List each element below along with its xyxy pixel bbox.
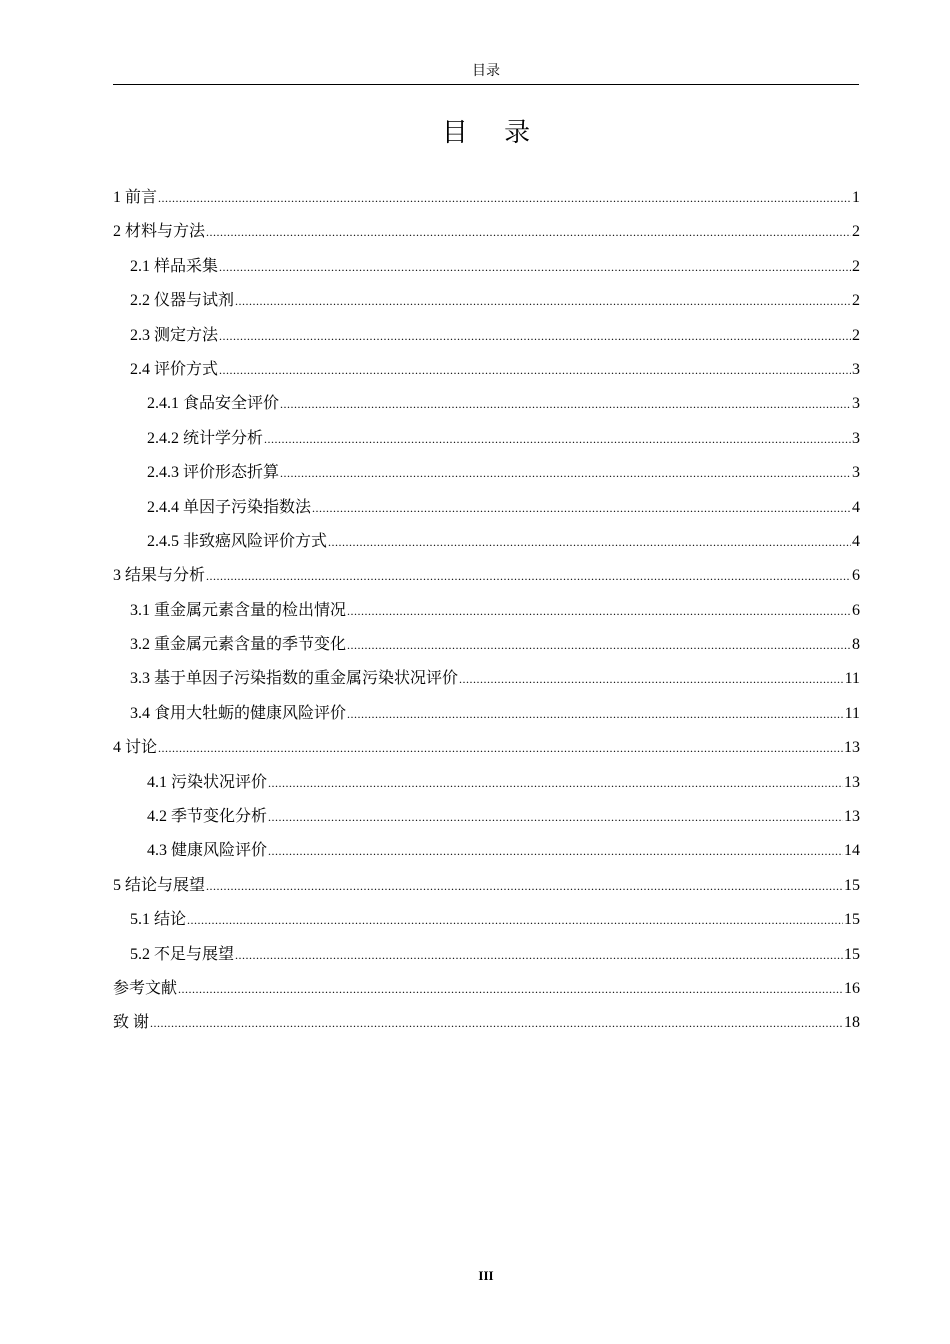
toc-entry-label: 3 结果与分析 [113,567,206,585]
toc-entry[interactable] [113,800,860,834]
toc-entry-page: 15 [844,911,860,929]
toc-entry-page: 6 [852,601,860,619]
toc-title: 目 录 [441,118,545,148]
toc-leader-dots [264,422,851,456]
toc-entry-label: 3.4 食用大牡蛎的健康风险评价 [130,704,347,722]
toc-entry[interactable] [113,353,860,387]
toc-entry[interactable] [113,594,860,628]
toc-leader-dots [219,353,851,387]
toc-entry-label: 3.1 重金属元素含量的检出情况 [130,601,347,619]
toc-entry-page: 13 [844,739,860,757]
toc-entry-label: 2.4.2 统计学分析 [147,429,264,447]
toc-leader-dots [328,525,851,559]
toc-leader-dots [459,662,844,696]
toc-leader-dots [268,834,843,868]
toc-leader-dots [158,181,851,215]
toc-entry-page: 15 [844,876,860,894]
toc-leader-dots [347,628,851,662]
toc-leader-dots [206,215,851,249]
toc-entry-page: 13 [844,773,860,791]
toc-entry-page: 3 [852,429,860,447]
toc-entry-label: 3.3 基于单因子污染指数的重金属污染状况评价 [130,670,459,688]
toc-leader-dots [150,1006,843,1040]
toc-entry-page: 15 [844,945,860,963]
toc-leader-dots [206,869,843,903]
toc-entry[interactable] [113,628,860,662]
toc-entry-label: 4 讨论 [113,739,158,757]
toc-entry-page: 2 [852,223,860,241]
toc-entry[interactable] [113,972,860,1006]
toc-entry-page: 2 [852,326,860,344]
toc-entry[interactable] [113,422,860,456]
toc-entry-page: 1 [852,189,860,206]
toc-entry-page: 4 [852,532,860,550]
toc-entry-label: 致 谢 [113,1014,150,1032]
toc-entry-label: 2.1 样品采集 [130,257,219,275]
toc-entry-label: 2.4.5 非致癌风险评价方式 [147,532,328,550]
toc-entry-label: 4.2 季节变化分析 [147,808,268,826]
toc-entry-label: 1 前言 [113,189,158,206]
toc-entry[interactable] [113,662,860,696]
toc-entry-label: 3.2 重金属元素含量的季节变化 [130,636,347,654]
toc-entry[interactable] [113,181,860,215]
toc-entry[interactable] [113,869,860,903]
toc-entry[interactable] [113,766,860,800]
toc-entry-label: 4.3 健康风险评价 [147,842,268,860]
toc-entry-label: 2.4.1 食品安全评价 [147,395,280,413]
toc-leader-dots [178,972,843,1006]
toc-leader-dots [219,250,851,284]
toc-entry-page: 2 [852,257,860,275]
toc-entry-label: 参考文献 [113,979,178,997]
toc-entry[interactable] [113,834,860,868]
toc-leader-dots [158,731,843,765]
toc-entry-page: 11 [844,670,860,688]
toc-leader-dots [235,284,851,318]
toc-entry-label: 2.4.4 单因子污染指数法 [147,498,312,516]
toc-entry-label: 2 材料与方法 [113,223,206,241]
toc-entry-page: 3 [852,360,860,378]
toc-entry[interactable] [113,387,860,421]
toc-entry[interactable] [113,559,860,593]
toc-entry-label: 5.1 结论 [130,911,187,929]
toc-entry-page: 3 [852,395,860,413]
toc-entry[interactable] [113,215,860,249]
toc-leader-dots [219,319,851,353]
toc-leader-dots [312,491,851,525]
toc-entry[interactable] [113,697,860,731]
toc-leader-dots [347,697,844,731]
toc-entry[interactable] [113,284,860,318]
toc-entry[interactable] [113,319,860,353]
toc-entry-label: 2.3 测定方法 [130,326,219,344]
toc-leader-dots [268,800,843,834]
toc-entry-page: 18 [844,1014,860,1032]
toc-entry-page: 13 [844,808,860,826]
toc-leader-dots [235,938,843,972]
toc-entry[interactable] [113,731,860,765]
toc-entry-label: 5 结论与展望 [113,876,206,894]
toc-entry[interactable] [113,903,860,937]
toc-entry-label: 2.2 仪器与试剂 [130,292,235,310]
toc-leader-dots [268,766,843,800]
page-number: III [478,1268,494,1283]
toc-entry[interactable] [113,491,860,525]
toc-entry-page: 4 [852,498,860,516]
toc-entry-page: 11 [844,704,860,722]
toc-entry-label: 4.1 污染状况评价 [147,773,268,791]
toc-entry-label: 2.4 评价方式 [130,360,219,378]
toc-entry-page: 6 [852,567,860,585]
toc-entry-page: 2 [852,292,860,310]
toc-leader-dots [280,456,851,490]
toc-entry-page: 14 [844,842,860,860]
toc-entry[interactable] [113,525,860,559]
toc-leader-dots [206,559,851,593]
toc-entry[interactable] [113,250,860,284]
toc-entry-page: 8 [852,636,860,654]
toc-entry-page: 3 [852,464,860,482]
header-rule [113,84,859,85]
toc-entry-label: 2.4.3 评价形态折算 [147,464,280,482]
toc-entry-label: 5.2 不足与展望 [130,945,235,963]
table-of-contents [113,181,860,1041]
toc-leader-dots [280,387,851,421]
toc-entry-page: 16 [844,979,860,997]
toc-leader-dots [187,903,843,937]
toc-entry[interactable] [113,938,860,972]
toc-leader-dots [347,594,851,628]
toc-entry[interactable] [113,1006,860,1040]
running-header: 目录 [472,64,500,79]
toc-entry[interactable] [113,456,860,490]
